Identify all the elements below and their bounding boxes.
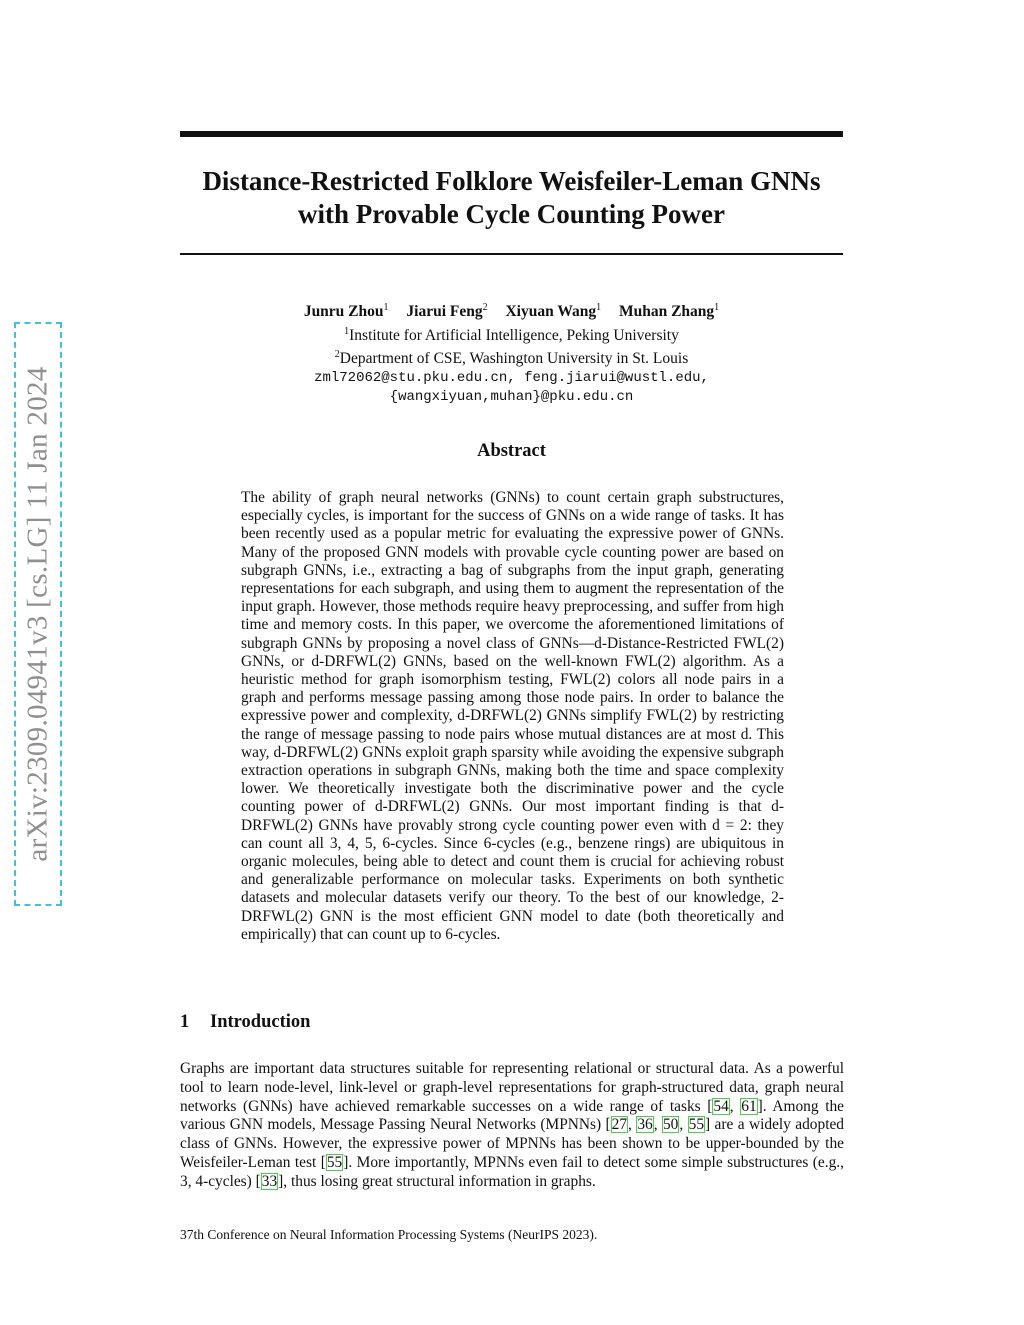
citation-link[interactable]: 55 — [326, 1153, 343, 1171]
section-title: Introduction — [210, 1012, 311, 1032]
affiliation-1: $^1$Institute for Artificial Intelligence, Peking University — [344, 325, 679, 344]
citation-link[interactable]: 54 — [713, 1097, 729, 1115]
author-block — [180, 298, 843, 408]
citation-link[interactable]: 27 — [611, 1116, 628, 1134]
affiliation-2: $^2$Department of CSE, Washington University in St. Louis — [334, 349, 689, 368]
author-emails-line-2: {wangxiyuan,muhan}@pku.edu.cn — [389, 389, 634, 406]
author: Junru Zhou$^1$ — [303, 302, 389, 321]
author: Xiyuan Wang$^1$ — [505, 302, 602, 321]
citation-link[interactable]: 55 — [688, 1116, 705, 1134]
author: Muhan Zhang$^1$ — [618, 302, 720, 321]
arxiv-identifier-stamp[interactable] — [14, 322, 62, 906]
paper-title — [180, 165, 843, 231]
arxiv-identifier-text[interactable]: arXiv:2309.04941v3 [cs.LG] 11 Jan 2024 — [21, 366, 54, 862]
paper-title-line-1: Distance-Restricted Folklore Weisfeiler-Leman GNNs — [202, 166, 821, 196]
title-top-rule — [180, 131, 843, 137]
conference-footnote: 37th Conference on Neural Information Processing Systems (NeurIPS 2023). — [180, 1227, 598, 1242]
author: Jiarui Feng$^2$ — [406, 302, 488, 321]
author-list — [180, 298, 843, 322]
citation-link[interactable]: 50 — [662, 1116, 679, 1134]
citation-link[interactable]: 61 — [741, 1097, 757, 1115]
paper-title-line-2: with Provable Cycle Counting Power — [298, 199, 725, 229]
abstract-heading: Abstract — [477, 441, 546, 461]
citation-link[interactable]: 33 — [261, 1172, 278, 1190]
section-heading-introduction — [180, 1012, 310, 1033]
author-emails-line-1: zml72062@stu.pku.edu.cn, feng.jiarui@wustl.edu, — [314, 369, 709, 386]
abstract-text: The ability of graph neural networks (GNNs) to count certain graph substructures, especially cycles, is important for the success of GNNs on a wide range of tasks. It has been recently used as a popular metric for evaluating the expressive power of GNNs. Many of the proposed GNN models with provable cycle counting power are based on subgraph GNNs, i.e., extracting a bag of subgraphs from the input graph, generating representations for each subgraph, and using them to augment the representation of the input graph. However, those methods require heavy preprocessing, and suffer from high time and memory costs. In this paper, we overcome the aforementioned limitations of subgraph GNNs by proposing a novel class of GNNs—d-Distance-Restricted FWL(2) GNNs, or d-DRFWL(2) GNNs, based on the well-known FWL(2) algorithm. As a heuristic method for graph isomorphism testing, FWL(2) colors all node pairs in a graph and performs message passing among those node pairs. In order to balance the expressive power and complexity, d-DRFWL(2) GNNs simplify FWL(2) by restricting the range of message passing to node pairs whose mutual distances are at most d. This way, d-DRFWL(2) GNNs exploit graph sparsity while avoiding the expensive subgraph extraction operations in subgraph GNNs, making both the time and space complexity lower. We theoretically investigate both the discriminative power and the cycle counting power of d-DRFWL(2) GNNs. Our most important finding is that d-DRFWL(2) GNNs have provably strong cycle counting power even with d = 2: they can count all 3, 4, 5, 6-cycles. Since 6-cycles (e.g., benzene rings) are ubiquitous in organic molecules, being able to detect and count them is crucial for achieving robust and generalizable performance on molecular tasks. Experiments on both synthetic datasets and molecular datasets verify our theory. To the best of our knowledge, 2-DRFWL(2) GNN is the most efficient GNN model to date (both theoretically and empirically) that can count up to 6-cycles. — [241, 489, 784, 943]
section-number: 1 — [180, 1012, 190, 1032]
citation-link[interactable]: 36 — [637, 1116, 653, 1134]
title-bottom-rule — [180, 253, 843, 255]
introduction-paragraph: Graphs are important data structures suitable for representing relational or structural data. As a powerful tool to learn node-level, link-level or graph-level representations for graph-structured data, graph neural networks (GNNs) have achieved remarkable successes on a wide range of tasks [54, 61]. Among the various GNN models, Message Passing Neural Networks (MPNNs) [27, 36, 50, 55] are a widely adopted class of GNNs. However, the expressive power of MPNNs has been shown to be upper-bounded by the Weisfeiler-Leman test [55]. More importantly, MPNNs even fail to detect some simple substructures (e.g., 3, 4-cycles) [33], thus losing great structural information in graphs. — [180, 1060, 844, 1190]
